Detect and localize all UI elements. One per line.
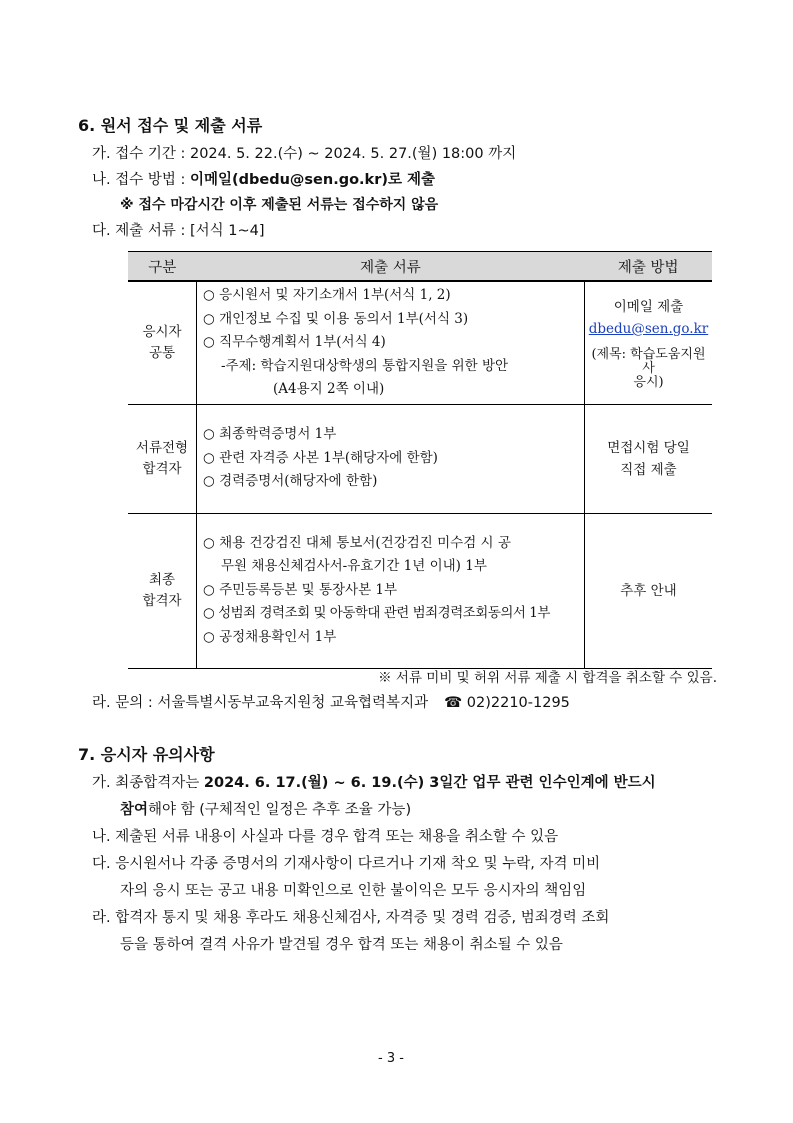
deadline-notice: ※ 접수 마감시간 이후 제출된 서류는 접수하지 않음 (120, 197, 439, 213)
notice-text: 가. 최종합격자는 (92, 775, 204, 791)
notice-ga (92, 771, 656, 792)
doc-item: 무원 채용신체검사서-유효기간 1년 이내) 1부 (221, 558, 487, 575)
row-documents (197, 513, 585, 668)
category-line: 합격자 (142, 460, 182, 477)
category-line: 최종 (148, 571, 176, 588)
method-value: 이메일(dbedu@sen.go.kr)로 제출 (189, 172, 436, 188)
notice-da-cont: 자의 응시 또는 공고 내용 미확인으로 인한 불이익은 모두 응시자의 책임임 (120, 883, 587, 899)
header-category: 구분 (128, 252, 197, 282)
table-row (128, 513, 712, 668)
doc-item: ○ 직무수행계획서 1부(서식 4) (203, 334, 386, 350)
telephone-icon: ☎ (444, 695, 463, 711)
section-7-title: 7. 응시자 유의사항 (78, 745, 215, 764)
application-method (92, 168, 435, 189)
row-category (128, 513, 197, 668)
table-row (128, 404, 712, 513)
doc-item: (A4용지 2쪽 이내) (273, 381, 385, 397)
phone-number: 02)2210-1295 (466, 695, 570, 711)
table-note: ※ 서류 미비 및 허위 서류 제출 시 합격을 취소할 수 있음. (378, 670, 717, 686)
notice-text: 해야 함 (구체적인 일정은 추후 조율 가능) (148, 802, 412, 818)
notice-da: 다. 응시원서나 각종 증명서의 기재사항이 다르거나 기재 착오 및 누락, 자격 미비 (92, 856, 601, 872)
documents-table (128, 251, 712, 669)
doc-item: ○ 응시원서 및 자기소개서 1부(서식 1, 2) (203, 287, 451, 303)
method-line: 면접시험 당일 (607, 439, 690, 456)
category-line: 서류전형 (135, 439, 189, 456)
category-line: 공통 (148, 344, 176, 361)
inquiry-label: 라. 문의 : 서울특별시동부교육지원청 교육협력복지과 (92, 695, 429, 711)
doc-item: ○ 성범죄 경력조회 및 아동학대 관련 범죄경력조회동의서 1부 (203, 605, 550, 622)
row-documents (197, 281, 585, 404)
notice-ga-cont (120, 798, 411, 819)
row-method (585, 513, 713, 668)
row-category (128, 404, 197, 513)
table-header (128, 252, 712, 282)
row-method (585, 281, 713, 404)
doc-item: ○ 경력증명서(해당자에 한함) (203, 473, 378, 490)
notice-ra: 라. 합격자 통지 및 채용 후라도 채용신체검사, 자격증 및 경력 검증, 범죄경력 조회 (92, 910, 610, 926)
header-method: 제출 방법 (585, 252, 713, 282)
page-number: - 3 - (378, 1051, 404, 1066)
doc-item: ○ 최종학력증명서 1부 (203, 426, 337, 443)
method-line: 직접 제출 (620, 461, 677, 478)
application-period: 가. 접수 기간 : 2024. 5. 22.(수) ~ 2024. 5. 27.(월) 18:00 까지 (92, 146, 517, 162)
doc-item: ○ 공정채용확인서 1부 (203, 628, 337, 645)
notice-ra-cont: 등을 통하여 결격 사유가 발견될 경우 합격 또는 채용이 취소될 수 있음 (120, 937, 563, 953)
doc-item: -주제: 학습지원대상학생의 통합지원을 위한 방안 (221, 357, 509, 374)
category-line: 합격자 (142, 592, 182, 609)
method-line: 이메일 제출 (613, 298, 684, 315)
doc-item: ○ 개인정보 수집 및 이용 동의서 1부(서식 3) (203, 310, 469, 327)
category-line: 응시자 (142, 323, 182, 340)
method-line: (제목: 학습도움지원사 (591, 346, 706, 376)
method-label: 나. 접수 방법 : (92, 172, 190, 188)
doc-item: ○ 주민등록등본 및 통장사본 1부 (203, 581, 398, 598)
row-category (128, 281, 197, 404)
row-documents (197, 404, 585, 513)
documents-label: 다. 제출 서류 : [서식 1~4] (92, 223, 265, 239)
method-line: 추후 안내 (620, 582, 677, 599)
doc-item: ○ 관련 자격증 사본 1부(해당자에 한함) (203, 449, 438, 466)
notice-bold: 참여 (120, 802, 149, 818)
method-line: 응시) (633, 374, 664, 390)
table-row (128, 281, 712, 404)
section-6-title: 6. 원서 접수 및 제출 서류 (78, 116, 263, 135)
row-method (585, 404, 713, 513)
email-link[interactable]: dbedu@sen.go.kr (588, 320, 709, 337)
notice-na: 나. 제출된 서류 내용이 사실과 다를 경우 합격 또는 채용을 취소할 수 있음 (92, 829, 559, 845)
header-documents: 제출 서류 (197, 252, 585, 282)
inquiry (92, 691, 570, 712)
doc-item: ○ 채용 건강검진 대체 통보서(건강검진 미수검 시 공 (203, 534, 511, 551)
notice-bold: 2024. 6. 17.(월) ~ 6. 19.(수) 3일간 업무 관련 인수인계에 반드시 (203, 775, 656, 791)
